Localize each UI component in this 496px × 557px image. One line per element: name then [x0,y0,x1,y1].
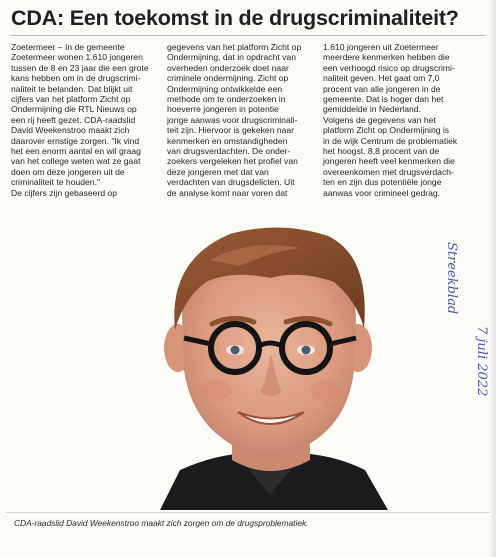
text-line: doen om deze jongeren uit de [11,166,125,177]
text-line: Ondermijning die RTL Nieuws op [11,104,137,115]
text-line: daarover ernstige zorgen. "Ik vind [11,135,140,146]
text-line: criminaliteit te houden." [11,177,101,188]
article-column-1 [11,42,161,198]
text-line: cijfers van het platform Zicht op [11,94,131,105]
text-line: Ondermijning ontwikkelde een [167,83,283,94]
text-line: 1.610 jongeren uit Zoetermeer [323,42,439,52]
text-line: David Weekenstroo maakt zich [11,125,130,136]
text-line: jongeren heeft veel kenmerken die [323,156,455,167]
text-line: deze jongeren met dat van [167,166,269,177]
portrait-photo [120,220,420,510]
text-line: criminele ondermijning. Zicht op [167,73,289,84]
text-line: De cijfers zijn gebaseerd op [11,187,118,198]
text-line: meerdere kenmerken hebben die [323,52,450,63]
article-column-2 [167,42,317,198]
handwritten-date: 7 juli 2022 [474,326,489,397]
text-line: het een enorm aantal en wil graag [11,146,141,157]
portrait-illustration [120,220,420,510]
text-line: gegevens van het platform Zicht op [167,42,302,52]
text-line: tussen de 8 en 23 jaar die een grote [11,62,149,73]
text-line: Ondermijning, dat in opdracht van [167,52,296,63]
text-line: Zoetermeer wonen 1.610 jongeren [11,52,143,63]
text-line: hoeverre jongeren in potentie [167,104,279,115]
text-line: Volgens de gegevens van het [323,114,436,125]
scan-edge [491,0,496,557]
photo-caption: CDA-raadslid David Weekenstroo maakt zich zorgen om de drugsproblematiek. [14,518,309,528]
text-line: kenmerken en omstandigheden [167,135,288,146]
handwritten-source: Streekblad [444,242,459,315]
text-line: de analyse komt naar voren dat [167,187,288,198]
text-line: overheden onderzoek doet naar [167,62,289,73]
text-line: aanwas voor crimineel gedrag. [323,187,441,198]
text-line: ten en zijn dus potentiële jonge [323,177,442,188]
text-line: zoekers vergeleken het profiel van [167,156,298,167]
text-line: een rij heeft gezet. CDA-raadslid [11,114,136,125]
text-line: naliteit te belanden. Dat blijkt uit [11,83,133,94]
text-line: platform Zicht op Ondermijning is [323,125,450,136]
text-line: naliteit geven. Het gaat om 7,0 [323,73,440,84]
handwritten-annotation [428,238,496,458]
handwritten-note-graphic [428,238,496,458]
text-line: Zoetermeer – In de gemeente [11,42,125,52]
text-line: in de wijk Centrum de problematiek [323,135,458,146]
text-line: jonge aanwas voor drugscriminali- [167,114,298,125]
text-line: methode om te onderzoeken in [167,94,286,105]
text-line: van drugsverdachten. De onder- [167,146,291,157]
text-line: van het college weten wat ze gaat [11,156,141,167]
article-column-3 [323,42,473,198]
text-line: kans hebben om in de drugscrimi- [11,73,141,84]
text-line: procent van alle jongeren in de [323,83,441,94]
headline-divider [10,35,486,36]
text-line: gemiddelde in Nederland. [323,104,421,115]
text-line: verdachten van drugsdelicten. Uit [167,177,295,188]
caption-divider [6,512,490,513]
text-line: gemeente. Dat is hoger dan het [323,94,444,105]
text-line: overeenkomen met drugsverdach- [323,166,454,177]
text-line: het hoogst. 8,8 procent van de [323,146,440,157]
text-line: teit zijn. Hiervoor is gekeken naar [167,125,295,136]
article-headline: CDA: Een toekomst in de drugscriminaliteit? [11,6,459,30]
text-line: een verhoogd risico op drugscrimi- [323,62,455,73]
